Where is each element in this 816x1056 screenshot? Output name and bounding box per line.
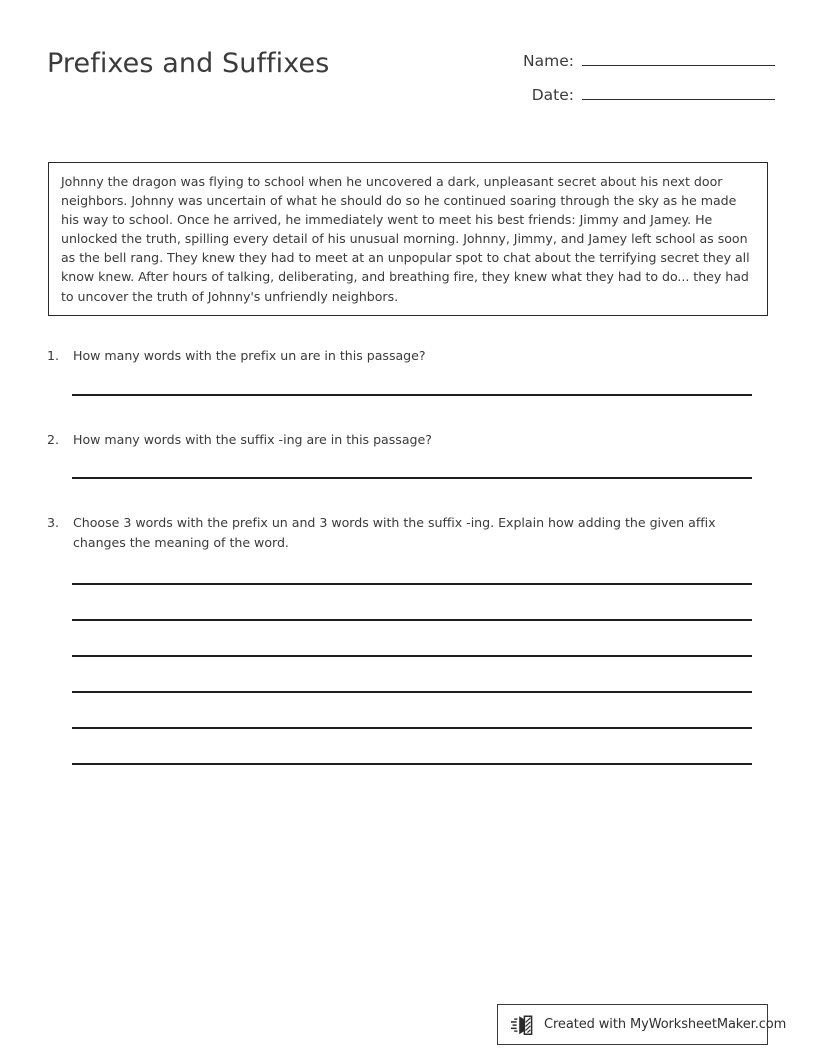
- question-3-answer-line-5[interactable]: [72, 727, 752, 729]
- question-3-text: Choose 3 words with the prefix un and 3 words with the suffix -ing. Explain how adding the given affix changes the meaning of the word.: [73, 515, 716, 550]
- name-field-row: [495, 48, 775, 82]
- question-3-answer-line-4[interactable]: [72, 691, 752, 693]
- passage-box: [48, 162, 768, 316]
- question-3: [47, 513, 757, 552]
- question-1-number: 1.: [47, 348, 60, 363]
- date-input[interactable]: [582, 82, 775, 100]
- worksheet-maker-logo-icon: [511, 1013, 537, 1037]
- name-input[interactable]: [582, 48, 775, 66]
- date-label: Date:: [531, 86, 574, 104]
- question-2: [47, 430, 757, 450]
- footer-attribution-text: Created with MyWorksheetMaker.com: [544, 1017, 787, 1032]
- name-label: Name:: [523, 52, 574, 70]
- question-1-text: How many words with the prefix un are in this passage?: [73, 348, 426, 363]
- page-title: Prefixes and Suffixes: [47, 48, 330, 79]
- question-2-answer-line-1[interactable]: [72, 477, 752, 479]
- question-1-answer-line-1[interactable]: [72, 394, 752, 396]
- passage-text: Johnny the dragon was flying to school when he uncovered a dark, unpleasant secret about his next door neighbors. Johnny was uncertain of what he should do so he continued soaring through the sky as he made his way to school. Once he arrived, he immediately went to meet his best friends: Jimmy and Jamey. He unlocked the truth, spilling every detail of his unusual morning. Johnny, Jimmy, and Jamey left school as soon as the bell rang. They knew they had to meet at an unpopular spot to chat about the terrifying secret they all know knew. After hours of talking, deliberating, and breathing fire, they knew what they had to do... they had to uncover the truth of Johnny's unfriendly neighbors.: [61, 174, 750, 304]
- question-2-number: 2.: [47, 432, 60, 447]
- question-1: [47, 346, 757, 366]
- date-field-row: [495, 82, 775, 116]
- question-3-answer-line-2[interactable]: [72, 619, 752, 621]
- question-3-answer-line-1[interactable]: [72, 583, 752, 585]
- footer-attribution-badge[interactable]: [497, 1004, 787, 1045]
- worksheet-header: [0, 0, 816, 140]
- question-2-text: How many words with the suffix -ing are in this passage?: [73, 432, 432, 447]
- question-3-number: 3.: [47, 515, 60, 530]
- question-3-answer-line-3[interactable]: [72, 655, 752, 657]
- question-3-answer-line-6[interactable]: [72, 763, 752, 765]
- name-date-block: [495, 48, 775, 116]
